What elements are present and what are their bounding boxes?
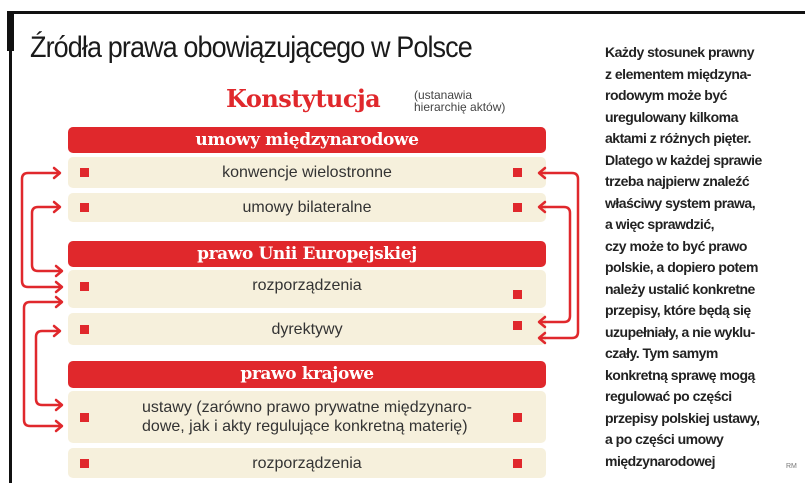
constitution-label: Konstytucja <box>226 84 381 113</box>
arrow-left-3 <box>24 302 60 426</box>
row-label: dyrektywy <box>271 320 343 338</box>
section-header-international: umowy międzynarodowe <box>68 127 546 153</box>
row-label-line: dowe, jak i akty regulujące konkretną materię) <box>142 418 468 435</box>
note-line: hierarchię aktów) <box>414 100 506 114</box>
side-text-line: rodowym może być <box>605 87 727 103</box>
side-text-line: należy ustalić konkretne <box>605 280 755 297</box>
section-header-national: prawo krajowe <box>68 361 546 388</box>
arrow-left-2 <box>32 207 60 271</box>
row-label: rozporządzenia <box>252 454 362 472</box>
side-text-line: konkretną sprawę mogą <box>605 366 755 383</box>
side-explanation <box>605 42 762 472</box>
row-label-line: ustawy (zarówno prawo prywatne międzynaro- <box>142 399 472 416</box>
side-text-line: czy może to być prawo <box>605 237 747 254</box>
arrow-right-1 <box>540 173 578 338</box>
side-text-line: przepisy, które będą się <box>605 302 751 318</box>
row-label: konwencje wielostronne <box>222 164 392 181</box>
side-text-line: z elementem międzyna- <box>605 65 751 82</box>
side-text-line: aktami z różnych pięter. <box>605 130 751 146</box>
arrow-left-4 <box>36 331 60 405</box>
side-text-line: Każdy stosunek prawny <box>605 44 754 60</box>
side-text-line: czały. Tym samym <box>605 345 718 361</box>
side-text-line: a więc sprawdzić, <box>605 216 714 232</box>
side-text-line: regulować po części <box>605 388 732 404</box>
side-text-line: polskie, a dopiero potem <box>605 259 758 275</box>
side-text-line: przepisy polskiej ustawy, <box>605 409 760 426</box>
note-line: (ustanawia <box>414 88 473 102</box>
page-title: Źródła prawa obowiązującego w Polsce <box>30 31 472 64</box>
row-label: rozporządzenia <box>252 276 362 294</box>
side-text-line: a po części umowy <box>605 431 724 447</box>
side-text-line: Dlatego w każdej sprawie <box>605 151 762 168</box>
side-text-line: międzynarodowej <box>605 452 715 469</box>
arrow-right-2 <box>540 207 570 322</box>
side-text-line: trzeba najpierw znaleźć <box>605 173 750 189</box>
side-text-line: uregulowany kilkoma <box>605 108 738 125</box>
side-text-line: uzupełniały, a nie wyklu- <box>605 323 755 340</box>
author-credit: RM <box>786 463 797 470</box>
section-header-eu: prawo Unii Europejskiej <box>68 241 546 267</box>
row-label: umowy bilateralne <box>242 199 372 216</box>
side-text-line: właściwy system prawa, <box>605 194 756 211</box>
